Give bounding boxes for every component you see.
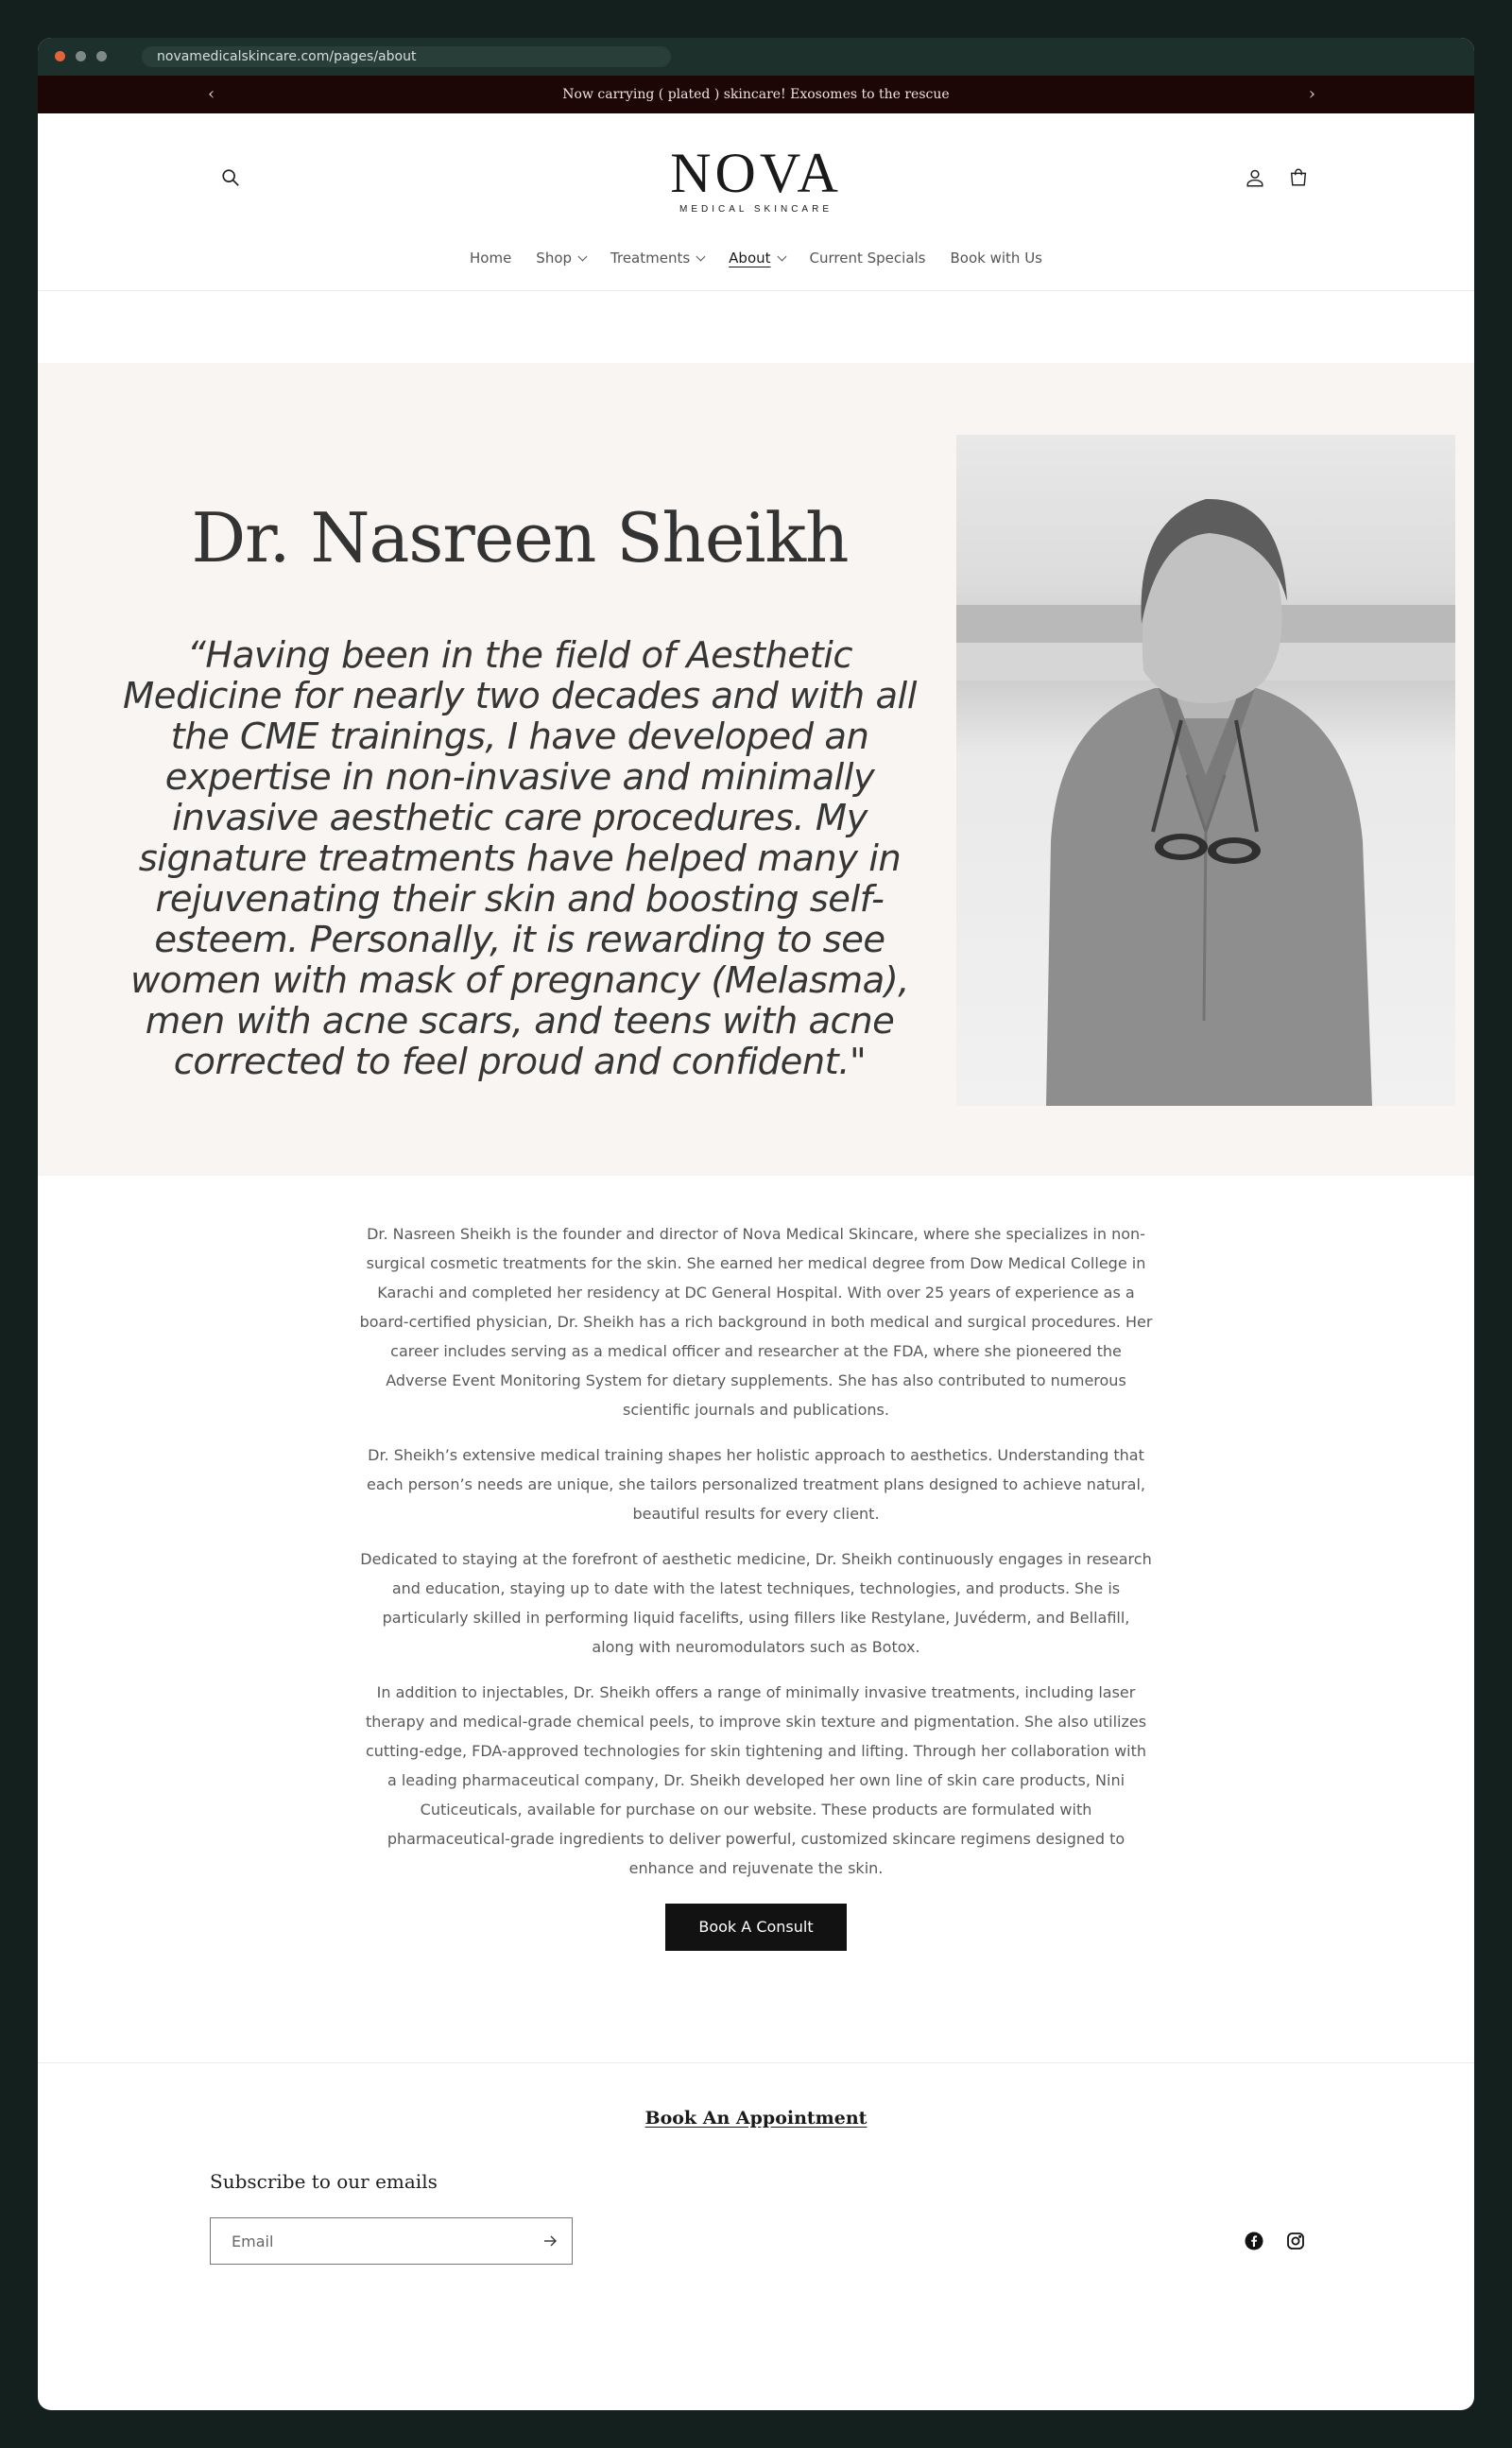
browser-window	[38, 38, 1474, 2410]
facebook-icon	[1245, 2232, 1263, 2250]
logo-wordmark: NOVA	[670, 142, 842, 204]
instagram-link[interactable]	[1283, 2229, 1308, 2253]
bio-paragraph: Dedicated to staying at the forefront of aesthetic medicine, Dr. Sheikh continuously engages in research and education, staying up to date with the latest techniques, technologies, and products. She is particularly skilled in performing liquid facelifts, using fillers like Restylane, Juvéderm, and Bellafill, along with neuromodulators such as Botox.	[360, 1550, 1152, 1656]
bio-paragraph: In addition to injectables, Dr. Sheikh offers a range of minimally invasive treatments, including laser therapy and medical-grade chemical peels, to improve skin texture and pigmentation. She also utilizes cutting-edge, FDA-approved technologies for skin tightening and lifting. Through her collaboration with a leading pharmaceutical company, Dr. Sheikh developed her own line of skin care products, Nini Cuticeuticals, available for purchase on our website. These products are formulated with pharmaceutical-grade ingredients to deliver powerful, customized skincare regimens designed to enhance and rejuvenate the skin.	[365, 1683, 1147, 1877]
announcement-text[interactable]: Now carrying ( plated ) skincare! Exosomes to the rescue	[562, 87, 950, 102]
header-spacer	[38, 291, 1474, 363]
account-button[interactable]	[1240, 163, 1270, 193]
email-submit-button[interactable]	[528, 2218, 572, 2264]
site-header	[38, 113, 1474, 291]
main-nav	[38, 250, 1474, 267]
doctor-portrait	[956, 435, 1455, 1106]
browser-titlebar	[38, 38, 1474, 76]
chevron-down-icon	[578, 251, 588, 261]
arrow-right-icon	[542, 2233, 558, 2249]
hero-text	[113, 495, 926, 1082]
cart-icon	[1288, 167, 1309, 188]
site-logo[interactable]	[614, 144, 898, 215]
book-appointment-link[interactable]: Book An Appointment	[644, 2108, 868, 2129]
book-appointment-section	[38, 2108, 1474, 2129]
chevron-down-icon	[696, 251, 706, 261]
announcement-bar	[38, 76, 1474, 113]
search-icon	[220, 167, 241, 188]
nav-current-specials[interactable]: Current Specials	[809, 250, 926, 267]
close-window-dot[interactable]	[55, 51, 65, 61]
nav-shop[interactable]: Shop	[536, 250, 586, 267]
minimize-window-dot[interactable]	[76, 51, 86, 61]
user-icon	[1245, 167, 1265, 188]
bio-paragraph: Dr. Nasreen Sheikh is the founder and director of Nova Medical Skincare, where she specializes in non-surgical cosmetic treatments for the skin. She earned her medical degree from Dow Medical College in Karachi and completed her residency at DC General Hospital. With over 25 years of experience as a board-certified physician, Dr. Sheikh has a rich background in both medical and surgical procedures. Her career includes serving as a medical officer and researcher at the FDA, where she pioneered the Adverse Event Monitoring System for dietary supplements. She has also contributed to numerous scientific journals and publications.	[359, 1225, 1153, 1419]
facebook-link[interactable]	[1242, 2229, 1266, 2253]
hero-quote: “Having been in the field of Aesthetic Medicine for nearly two decades and with all the CME trainings, I have developed an expertise in non-invasive and minimally invasive aesthetic care procedures. My signature treatments have helped many in rejuvenating their skin and boosting self-esteem. Personally, it is rewarding to see women with mask of pregnancy (Melasma), men with acne scars, and teens with acne corrected to feel proud and confident."	[123, 634, 917, 1083]
address-bar[interactable]: novamedicalskincare.com/pages/about	[142, 46, 671, 67]
cta-wrapper	[359, 1904, 1153, 1951]
chevron-left-icon[interactable]: ‹	[208, 84, 215, 104]
chevron-right-icon[interactable]: ›	[1308, 84, 1315, 104]
email-form	[210, 2217, 573, 2265]
email-input[interactable]	[211, 2218, 528, 2264]
subscribe-title: Subscribe to our emails	[210, 2170, 438, 2193]
nav-book-with-us[interactable]: Book with Us	[950, 250, 1042, 267]
nav-home[interactable]: Home	[470, 250, 512, 267]
hero-section	[38, 363, 1474, 1176]
portrait-illustration	[956, 435, 1455, 1106]
search-button[interactable]	[215, 163, 246, 193]
book-consult-button[interactable]: Book A Consult	[665, 1904, 847, 1951]
footer-divider	[38, 2062, 1474, 2063]
bio-section	[359, 1219, 1153, 1951]
hero-name: Dr. Nasreen Sheikh	[191, 498, 849, 578]
cart-button[interactable]	[1283, 163, 1314, 193]
instagram-icon	[1286, 2232, 1305, 2250]
nav-about[interactable]: About	[729, 250, 784, 267]
maximize-window-dot[interactable]	[96, 51, 107, 61]
chevron-down-icon	[777, 251, 786, 261]
nav-treatments[interactable]: Treatments	[610, 250, 704, 267]
logo-tagline: MEDICAL SKINCARE	[679, 204, 833, 215]
bio-paragraph: Dr. Sheikh’s extensive medical training shapes her holistic approach to aesthetics. Understanding that each person’s needs are unique, she tailors personalized treatment plans designed to achieve natural, beautiful results for every client.	[367, 1446, 1145, 1523]
